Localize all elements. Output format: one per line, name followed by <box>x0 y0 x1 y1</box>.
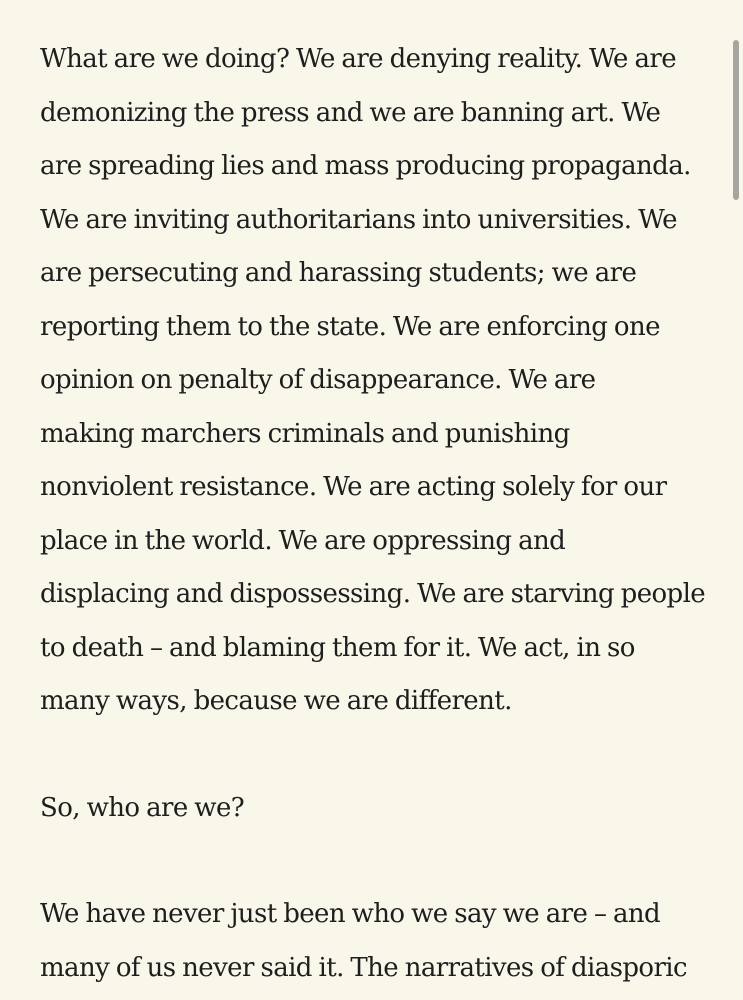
article-body <box>40 33 712 995</box>
vertical-scrollbar[interactable] <box>733 40 740 200</box>
paragraph-what-are-we-doing: What are we doing? We are denying reality. We are demonizing the press and we are banning art. We are spreading lies and mass producing propaganda. We are inviting authoritarians into universities. We are persecuting and harassing students; we are reporting them to the state. We are enforcing one opinion on penalty of disappearance. We are making marchers criminals and punishing nonviolent resistance. We are acting solely for our place in the world. We are oppressing and displacing and dispossessing. We are starving people to death – and blaming them for it. We act, in so many ways, because we are different. <box>40 44 706 716</box>
paragraph-never-just-been: We have never just been who we say we are – and many of us never said it. The narratives of diasporic <box>40 899 687 983</box>
paragraph-who-are-we: So, who are we? <box>40 792 245 823</box>
scrollbar-thumb[interactable] <box>733 40 739 200</box>
